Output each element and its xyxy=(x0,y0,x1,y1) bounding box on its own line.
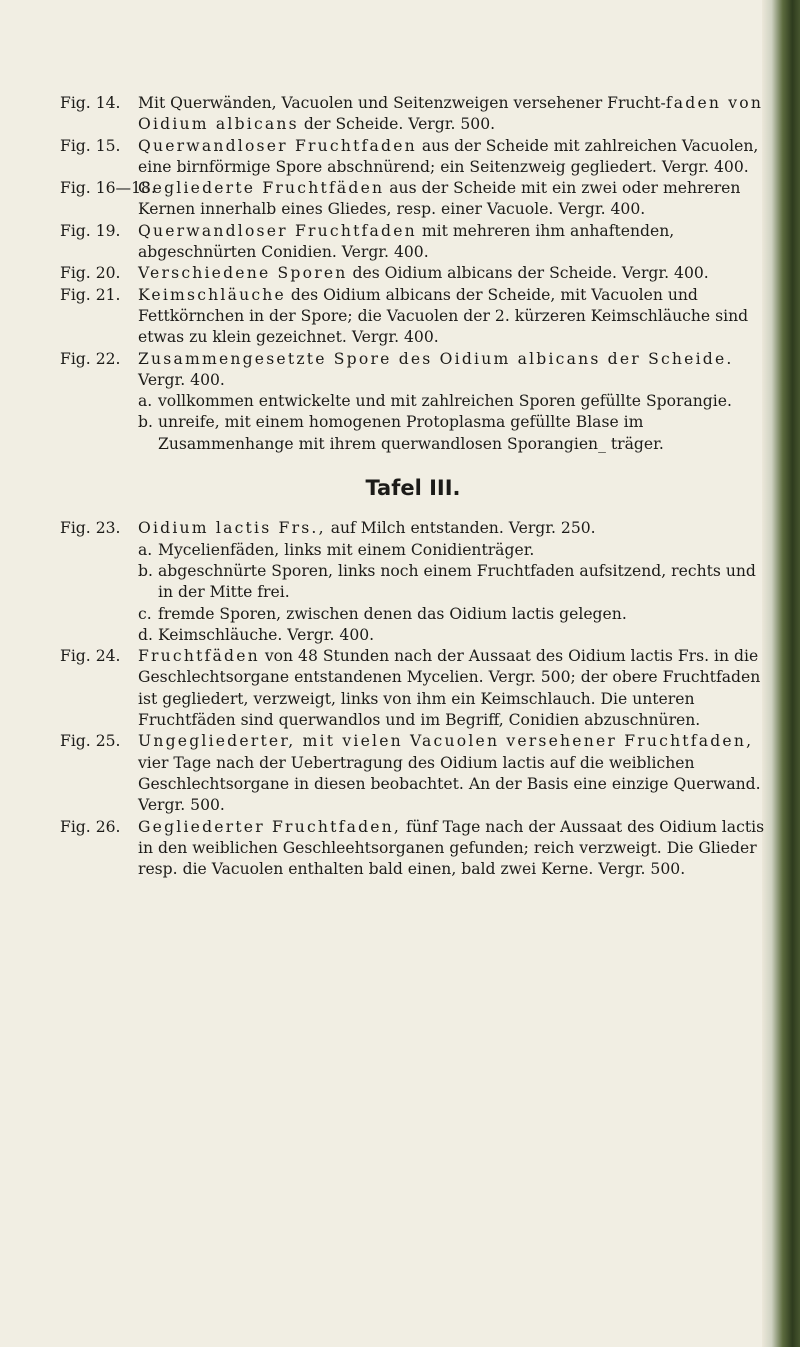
spaced-term: Querwandloser Fruchtfaden xyxy=(138,221,417,240)
sub-item-text: vollkommen entwickelte und mit zahlreichen Sporen gefüllte Sporangie. xyxy=(158,392,732,411)
figure-caption xyxy=(138,731,766,816)
section-heading: Tafel III. xyxy=(365,476,461,501)
figure-list-top xyxy=(60,93,766,455)
caption-text: des Oidium albicans der Scheide. Vergr. 400. xyxy=(347,264,709,283)
spaced-term: Fruchtfäden xyxy=(138,647,260,666)
caption-text: Mit Querwänden, Vacuolen und Seitenzweigen versehener Frucht- xyxy=(138,94,666,112)
sub-item-text: unreife, mit einem homogenen Protoplasma gefüllte Blase im Zusammenhange mit ihrem querwandlosen Sporangien_ träger. xyxy=(158,413,664,453)
sub-item-text: abgeschnürte Sporen, links noch einem Fruchtfaden aufsitzend, rechts und in der Mitte frei. xyxy=(158,561,756,602)
spaced-term: Querwandloser Fruchtfaden xyxy=(138,136,417,155)
figure-label: Fig. 23. xyxy=(60,519,121,538)
figure-entry xyxy=(60,731,766,816)
sub-item-letter: b. xyxy=(138,561,153,580)
figure-caption xyxy=(138,518,766,539)
caption-text: vier Tage nach der Uebertragung des Oidium lactis auf die weiblichen Geschlechtsorgane in diesen beobachtet. An der Basis eine einzige Querwand. Vergr. 500. xyxy=(138,753,761,815)
sub-item xyxy=(138,561,766,604)
spaced-term: Keimschläuche xyxy=(138,285,286,304)
sub-item-letter: c. xyxy=(138,604,152,623)
figure-caption xyxy=(138,285,766,349)
caption-text: des Oidium albicans der Scheide, mit Vacuolen und Fettkörnchen in der Spore; die Vacuolen der 2. kürzeren Keimschläuche sind etwas zu klein gezeichnet. Vergr. 400. xyxy=(138,285,749,347)
figure-entry xyxy=(60,178,766,221)
sub-item xyxy=(138,412,766,455)
figure-label: Fig. 19. xyxy=(60,221,121,240)
figure-caption xyxy=(138,263,766,284)
spaced-term: Ungegliederter, mit vielen Vacuolen versehener Fruchtfaden, xyxy=(138,732,754,751)
figure-label: Fig. 14. xyxy=(60,94,121,112)
document-body xyxy=(60,93,766,880)
caption-text: der Scheide. Vergr. 500. xyxy=(298,115,496,134)
caption-text: fünf Tage nach der Aussaat des Oidium lactis in den weiblichen Geschleehtsorganen gefunden; reich verzweigt. Die Glieder resp. die Vacuolen enthalten bald einen, bald zwei Kerne. Vergr. 500. xyxy=(138,817,765,879)
sub-item xyxy=(138,391,766,412)
figure-entry xyxy=(60,817,766,881)
spaced-term: Oidium lactis Frs., xyxy=(138,519,326,538)
spaced-term: Verschiedene Sporen xyxy=(138,264,348,283)
figure-label: Fig. 22. xyxy=(60,349,121,368)
figure-label: Fig. 24. xyxy=(60,647,121,666)
figure-entry xyxy=(60,646,766,731)
figure-label: Fig. 16—18. xyxy=(60,179,156,198)
figure-list-bottom xyxy=(60,518,766,880)
spaced-term: Gegliederte Fruchtfäden xyxy=(138,179,385,198)
spaced-term: faden von Oidium albicans xyxy=(138,94,764,134)
figure-caption xyxy=(138,136,766,179)
figure-entry xyxy=(60,263,766,284)
sub-item-letter: a. xyxy=(138,392,153,411)
figure-caption xyxy=(138,817,766,881)
figure-label: Fig. 20. xyxy=(60,264,121,283)
sub-item xyxy=(138,604,766,625)
figure-caption xyxy=(138,93,766,136)
figure-caption xyxy=(138,349,766,392)
figure-entry xyxy=(60,285,766,349)
figure-caption xyxy=(138,178,766,221)
figure-caption xyxy=(138,646,766,731)
figure-caption xyxy=(138,221,766,264)
sub-item-letter: a. xyxy=(138,540,153,559)
caption-text: aus der Scheide mit ein zwei oder mehreren Kernen innerhalb eines Gliedes, resp. einer Vacuole. Vergr. 400. xyxy=(138,179,741,219)
sub-item-letter: b. xyxy=(138,413,153,432)
caption-text: Vergr. 400. xyxy=(138,370,225,389)
sub-item-text: fremde Sporen, zwischen denen das Oidium lactis gelegen. xyxy=(158,604,627,623)
figure-entry xyxy=(60,136,766,179)
figure-label: Fig. 26. xyxy=(60,817,121,836)
sub-item-text: Mycelienfäden, links mit einem Conidienträger. xyxy=(158,540,535,559)
figure-label: Fig. 25. xyxy=(60,732,121,751)
caption-text: auf Milch entstanden. Vergr. 250. xyxy=(325,519,596,538)
figure-label: Fig. 21. xyxy=(60,285,121,304)
caption-text: aus der Scheide mit zahlreichen Vacuolen, eine birnförmige Spore abschnürend; ein Seitenzweig gegliedert. Vergr. 400. xyxy=(138,136,759,176)
sub-item xyxy=(138,540,766,561)
sub-item-letter: d. xyxy=(138,625,153,644)
spaced-term: Gegliederter Fruchtfaden, xyxy=(138,817,402,836)
figure-entry xyxy=(60,349,766,455)
caption-text: mit mehreren ihm anhaftenden, abgeschnürten Conidien. Vergr. 400. xyxy=(138,221,675,262)
figure-entry xyxy=(60,221,766,264)
sub-item-text: Keimschläuche. Vergr. 400. xyxy=(158,625,375,644)
figure-entry xyxy=(60,518,766,646)
caption-text: von 48 Stunden nach der Aussaat des Oidium lactis Frs. in die Geschlechtsorgane entstandenen Mycelien. Vergr. 500; der obere Fruchtfaden ist gegliedert, verzweigt, links von ihm ein Keimschlauch. Die unteren Fruchtfäden sind querwandlos und im Begriff, Conidien abzuschnüren. xyxy=(138,647,761,730)
spaced-term: Zusammengesetzte Spore des Oidium albicans der Scheide. xyxy=(138,349,734,368)
page-edge-shadow xyxy=(762,0,800,1347)
figure-label: Fig. 15. xyxy=(60,136,121,155)
sub-item xyxy=(138,625,766,646)
figure-entry xyxy=(60,93,766,136)
